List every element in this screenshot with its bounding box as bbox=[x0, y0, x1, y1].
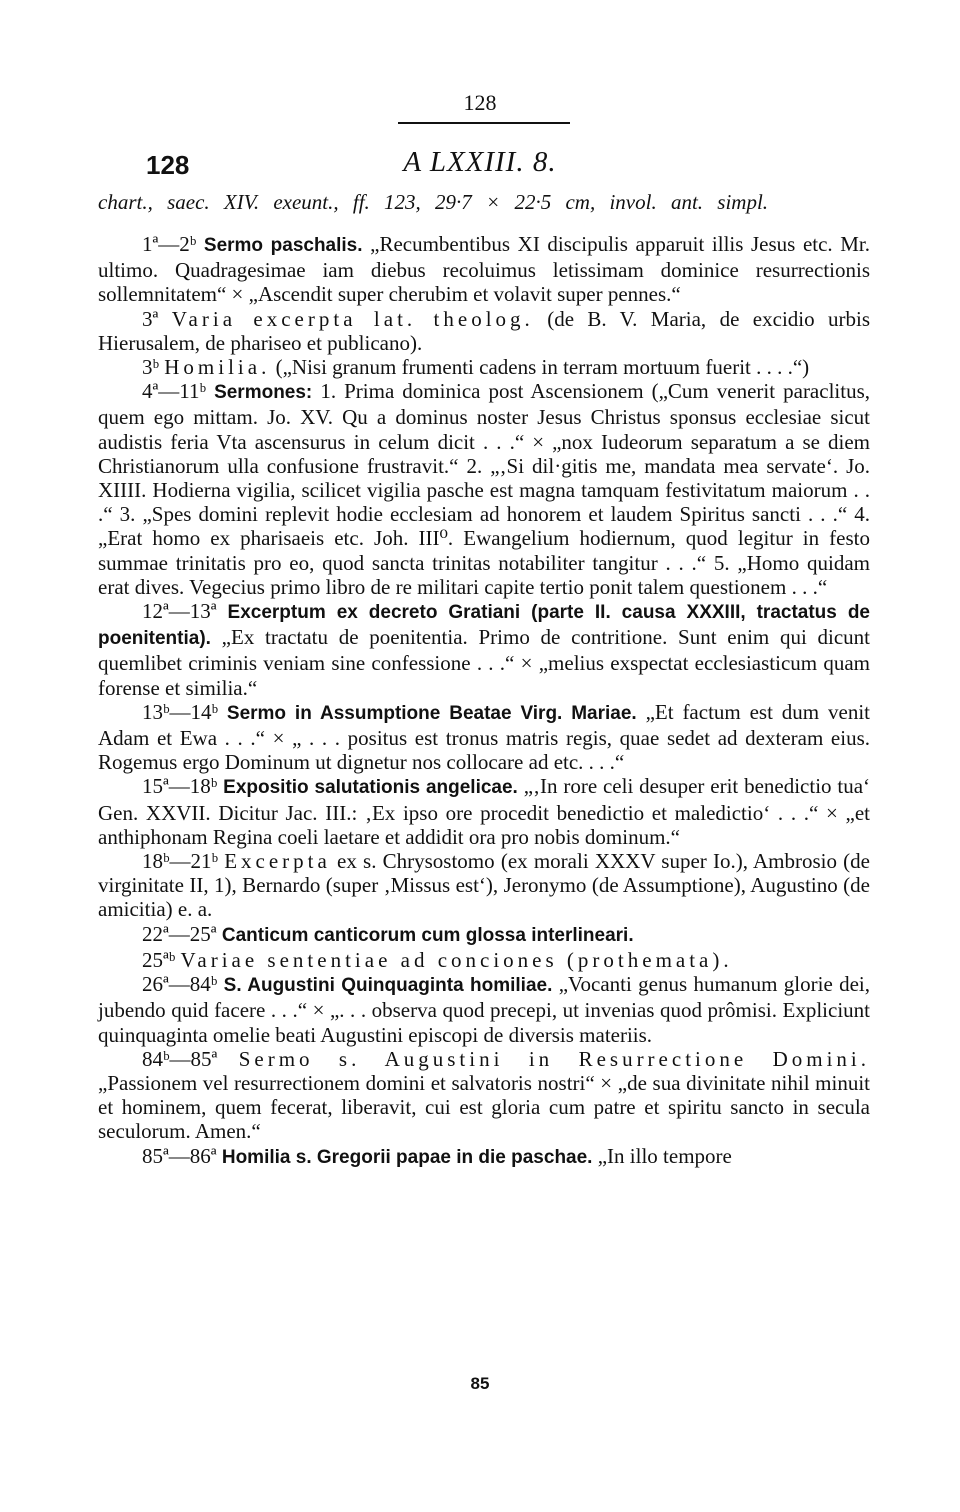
folio: 3ª bbox=[142, 306, 159, 331]
entry-title: Sermo s. Augustini in Resurrectione Domini. bbox=[238, 1046, 870, 1071]
folio: 12ª—13ª bbox=[142, 599, 217, 624]
entry-title: S. Augustini Quinquaginta homiliae. bbox=[223, 975, 553, 997]
folio: 26ª—84ᵇ bbox=[142, 972, 218, 997]
entry bbox=[98, 307, 870, 355]
entry bbox=[98, 774, 870, 849]
entry-number: 128 bbox=[146, 150, 190, 180]
entry-text: „‚In rore celi desuper erit benedictio tua‘ Gen. XXVII. Dicitur Jac. III.: ‚Ex ipso ore procedit benedictio et maledictio‘ . . .“ × „et anthiphonam Regina coeli laetare et addidit ora pro nobis dominum.“ bbox=[98, 774, 871, 849]
entry-title: Canticum canticorum cum glossa interlineari. bbox=[221, 924, 634, 946]
entry-text: „Et factum est dum venit Adam et Ewa . . .“ × „ . . . positus est tronus matris regis, quae sedet ad dexteram eius. Rogemus ergo Dominum ut dignetur nos collocare ad etc. . . .“ bbox=[98, 699, 870, 775]
folio: 18ᵇ—21ᵇ bbox=[142, 849, 219, 874]
folio: 84ᵇ—85ª bbox=[142, 1046, 218, 1071]
folio: 25ªᵇ bbox=[142, 947, 176, 972]
folio: 13ᵇ—14ᵇ bbox=[142, 699, 219, 724]
folio: 3ᵇ bbox=[142, 355, 160, 380]
entry bbox=[98, 599, 870, 700]
header-rule bbox=[398, 122, 570, 124]
entry bbox=[98, 948, 870, 972]
entries-list bbox=[98, 232, 870, 1170]
entry-title: Homilia. bbox=[164, 355, 271, 380]
entry-title: Varia excerpta lat. theolog. bbox=[171, 306, 534, 331]
shelfmark: A LXXIII. 8. bbox=[403, 146, 557, 178]
folio: 4ª—11ᵇ bbox=[142, 379, 207, 404]
footer-page-number: 85 bbox=[470, 1374, 490, 1393]
entry bbox=[98, 379, 870, 599]
entry bbox=[98, 232, 870, 307]
entry-text: „Vocanti genus humanum glorie dei, jubendo quid facere . . .“ × „. . . observa quod precepi, ut invenias quod prômisi. Expliciunt quinquaginta omelie beati Augustini episcopi de diversis materiis. bbox=[98, 972, 871, 1047]
entry-title: Homilia s. Gregorii papae in die paschae. bbox=[221, 1146, 593, 1168]
entry bbox=[98, 700, 870, 775]
manuscript-description: chart., saec. XIV. exeunt., ff. 123, 29·7 × 22·5 cm, invol. ant. simpl. bbox=[98, 190, 769, 214]
running-page-number: 128 bbox=[463, 90, 497, 115]
entry-text: (de B. V. Maria, de excidio urbis Hierusalem, de phariseo et publicano). bbox=[98, 306, 871, 355]
entry-text: („Nisi granum frumenti cadens in terram mortuum fuerit . . . .“) bbox=[275, 355, 810, 380]
entry-title: Sermones: bbox=[214, 382, 313, 404]
folio: 15ª—18ᵇ bbox=[142, 774, 218, 799]
entry-title: Variae sententiae ad conciones (prothemata). bbox=[180, 947, 733, 972]
entry-title: Sermo paschalis. bbox=[203, 235, 363, 256]
entry-text: ex s. Chrysostomo (ex morali XXXV super Io.), Ambrosio (de virginitate II, 1), Bernardo (super ‚Missus est‘), Jeronymo (de Assumptione), Augustino (de amicitia) e. a. bbox=[98, 849, 870, 922]
entry bbox=[98, 1047, 870, 1144]
folio: 85ª—86ª bbox=[142, 1143, 217, 1168]
entry-text: 1. Prima dominica post Ascensionem („Cum venerit paraclitus, quem ego mittam. Jo. XV. Qu a dominus noster Jesus Christus sponsus ecclesiae sicut audistis feria Vta ascensurus in celum dicit . . .“ × „nox Iudeorum separatum a se diem Christianorum ulla confusione frustravit.“ 2. „‚Si dil·gitis me, mandata mea servate‘. Jo. XIIII. Hodierna vigilia, scilicet vigilia pasche est magna tamquam festivitatum maiorum . . .“ 3. „Spes domini replevit hodie ecclesiam ad honorem et laudem Spiritus sancti . . .“ 4. „Erat homo ex pharisaeis etc. Joh. III⁰. Ewangelium hodiernum, quod legitur in festo summae trinitatis pro eo, quod sancta trinitas notabiliter tangitur . . .“ 5. „Homo quidam erat dives. Vegecius primo libro de re militari capite tertio ponit talem questionem . . .“ bbox=[98, 379, 871, 599]
entry-text: „In illo tempore bbox=[597, 1143, 732, 1168]
entry bbox=[98, 972, 870, 1047]
entry bbox=[98, 355, 870, 379]
entry bbox=[98, 849, 870, 922]
entry-text: „Recumbentibus XI discipulis apparuit illis Jesus etc. Mr. ultimo. Quadragesimae iam diebus recoluimus letissimam dominice resurrectionis sollemnitatem“ × „Ascendit super cherubim et volavit super pennes.“ bbox=[98, 232, 871, 307]
folio: 22ª—25ª bbox=[142, 921, 217, 946]
entry bbox=[98, 1144, 870, 1170]
entry-text: „Ex tractatu de poenitentia. Primo de contritione. Sunt enim qui dicunt quemlibet criminis veniam sine confessione . . .“ × „melius exspectat ecclesiasticum quam forense et similia.“ bbox=[98, 625, 870, 700]
entry-text: „Passionem vel resurrectionem domini et salvatoris nostri“ × „de sua divinitate nihil minuit et hominem, quem fecerat, liberavit, cui est gloria cum patre et spiritu sancto in secula seculorum. Amen.“ bbox=[98, 1070, 870, 1144]
entry-title: Expositio salutationis angelicae. bbox=[223, 777, 518, 799]
entry-title: Excerpta bbox=[224, 849, 331, 874]
entry-title: Sermo in Assumptione Beatae Virg. Mariae. bbox=[226, 702, 637, 724]
entry-title: Excerptum ex decreto Gratiani (parte II. causa XXXIII, tractatus de poenitentia). bbox=[98, 602, 870, 650]
folio: 1ª—2ᵇ bbox=[142, 232, 197, 256]
entry bbox=[98, 922, 870, 948]
